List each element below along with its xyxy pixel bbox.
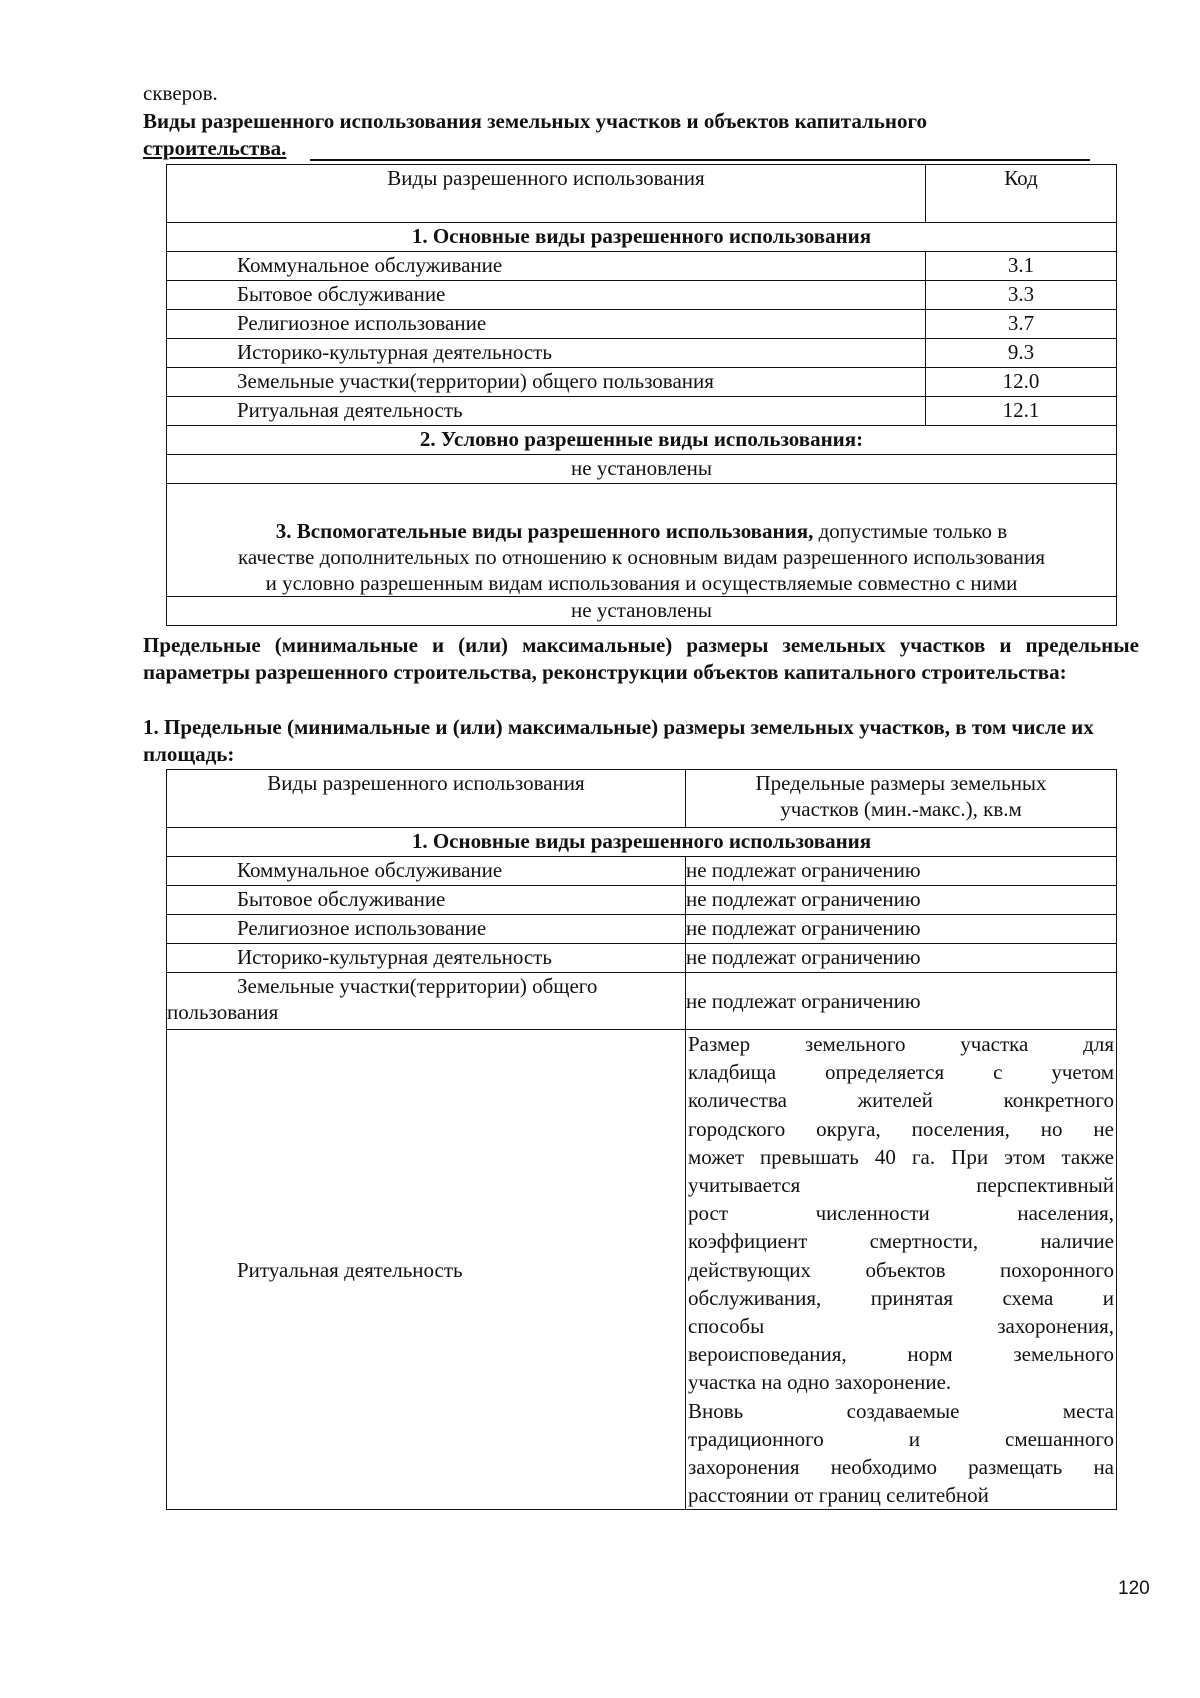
heading-line2: строительства. <box>143 136 287 160</box>
t2-row6-line: городского округа, поселения, но не <box>688 1116 1114 1141</box>
t2-row6-line: участка на одно захоронение. <box>688 1370 952 1395</box>
t2-row6-line: Размер земельного участка для <box>688 1032 1114 1056</box>
heading-permitted-uses <box>143 108 1103 162</box>
t2-header-uses: Виды разрешенного использования <box>167 770 686 828</box>
t1-header-code: Код <box>926 165 1117 223</box>
t1-row-code: 3.7 <box>926 310 1117 339</box>
t1-row-code: 12.0 <box>926 368 1117 397</box>
t2-header-sizes <box>686 770 1117 828</box>
plot-sizes-table <box>166 769 1117 1510</box>
t2-row-value: не подлежат ограничению <box>686 915 1117 944</box>
table-row <box>167 857 1117 886</box>
t2-row-value: не подлежат ограничению <box>686 857 1117 886</box>
t2-row6-line: действующих объектов похоронного <box>688 1257 1114 1282</box>
t1-header-uses: Виды разрешенного использования <box>167 165 926 223</box>
t2-header-sizes-line2: участков (мин.-макс.), кв.м <box>780 797 1022 821</box>
t2-row6-line: способы захоронения, <box>688 1314 1114 1339</box>
t2-row6-value <box>686 1030 1117 1510</box>
t1-row-code: 3.3 <box>926 281 1117 310</box>
table-row <box>167 252 1117 281</box>
t1-row-name: Земельные участки(территории) общего пользования <box>167 368 926 397</box>
t2-header-sizes-line1: Предельные размеры земельных <box>755 771 1047 795</box>
table-row <box>167 281 1117 310</box>
heading-underline <box>310 159 1090 161</box>
t2-row-name: Бытовое обслуживание <box>167 886 686 915</box>
t1-section2-value: не установлены <box>167 455 1117 484</box>
table-row <box>167 368 1117 397</box>
t2-row6-line: Вновь создаваемые места <box>688 1398 1114 1423</box>
t2-row6-name: Ритуальная деятельность <box>167 1030 686 1510</box>
t2-row5-value: не подлежат ограничению <box>686 973 1117 1030</box>
table-row <box>167 1030 1117 1510</box>
t2-row-value: не подлежат ограничению <box>686 886 1117 915</box>
table-row <box>167 310 1117 339</box>
heading-plot-sizes: 1. Предельные (минимальные и (или) максимальные) размеры земельных участков, в том числе их площадь: <box>143 715 1094 766</box>
intro-text: скверов. <box>143 81 218 105</box>
t2-row6-line: захоронения необходимо размещать на <box>688 1455 1114 1480</box>
t2-row6-line: коэффициент смертности, наличие <box>688 1229 1114 1254</box>
t1-section3-bold: 3. Вспомогательные виды разрешенного использования, <box>275 519 814 543</box>
t2-row6-line: кладбища определяется с учетом <box>688 1060 1114 1085</box>
t2-row6-line: рост численности населения, <box>688 1201 1114 1226</box>
t1-section3-rest: допустимые только в <box>813 519 1008 543</box>
t1-row-code: 3.1 <box>926 252 1117 281</box>
table-row <box>167 339 1117 368</box>
t2-row6-line: традиционного и смешанного <box>688 1426 1114 1451</box>
t1-row-code: 9.3 <box>926 339 1117 368</box>
t2-row6-line: учитывается перспективный <box>688 1173 1114 1198</box>
t1-section2-title: 2. Условно разрешенные виды использования: <box>167 426 1117 455</box>
page-number: 120 <box>1118 1578 1150 1599</box>
table-row <box>167 915 1117 944</box>
t2-row-name: Коммунальное обслуживание <box>167 857 686 886</box>
t1-section3-value: не установлены <box>167 597 1117 626</box>
t1-row-name: Ритуальная деятельность <box>167 397 926 426</box>
t1-section3-description <box>167 484 1117 597</box>
t1-row-code: 12.1 <box>926 397 1117 426</box>
t2-row6-line: вероисповедания, норм земельного <box>688 1342 1114 1367</box>
table-row <box>167 886 1117 915</box>
t1-row-name: Бытовое обслуживание <box>167 281 926 310</box>
table-row <box>167 944 1117 973</box>
t2-row6-line: может превышать 40 га. При этом также <box>688 1144 1114 1169</box>
t2-row5-name <box>167 973 686 1030</box>
t1-row-name: Религиозное использование <box>167 310 926 339</box>
t2-row6-line: обслуживания, принятая схема и <box>688 1285 1114 1310</box>
t1-section1-title: 1. Основные виды разрешенного использования <box>167 223 1117 252</box>
t2-row6-line: расстоянии от границ селитебной <box>688 1483 989 1508</box>
t2-row-value: не подлежат ограничению <box>686 944 1117 973</box>
t2-row-name: Религиозное использование <box>167 915 686 944</box>
table-row <box>167 397 1117 426</box>
t1-row-name: Коммунальное обслуживание <box>167 252 926 281</box>
t1-row-name: Историко-культурная деятельность <box>167 339 926 368</box>
t2-row-name: Историко-культурная деятельность <box>167 944 686 973</box>
t2-section1-title: 1. Основные виды разрешенного использования <box>167 828 1117 857</box>
heading-line1: Виды разрешенного использования земельных участков и объектов капитального <box>143 109 928 133</box>
t1-section3-line1 <box>167 518 1116 544</box>
permitted-uses-table <box>166 164 1117 626</box>
t2-row5-name-line1: Земельные участки(территории) общего <box>237 974 598 998</box>
t2-row5-name-line2: пользования <box>167 1000 279 1024</box>
t1-section3-line3: и условно разрешенным видам использования и осуществляемые совместно с ними <box>265 571 1018 595</box>
table-row <box>167 973 1117 1030</box>
heading-limit-parameters: Предельные (минимальные и (или) максимальные) размеры земельных участков и предельные параметры разрешенного строительства, реконструкции объектов капитального строительства: <box>143 633 1139 684</box>
t1-section3-line2: качестве дополнительных по отношению к основным видам разрешенного использования <box>237 545 1046 569</box>
t2-row6-line: количества жителей конкретного <box>688 1088 1114 1113</box>
